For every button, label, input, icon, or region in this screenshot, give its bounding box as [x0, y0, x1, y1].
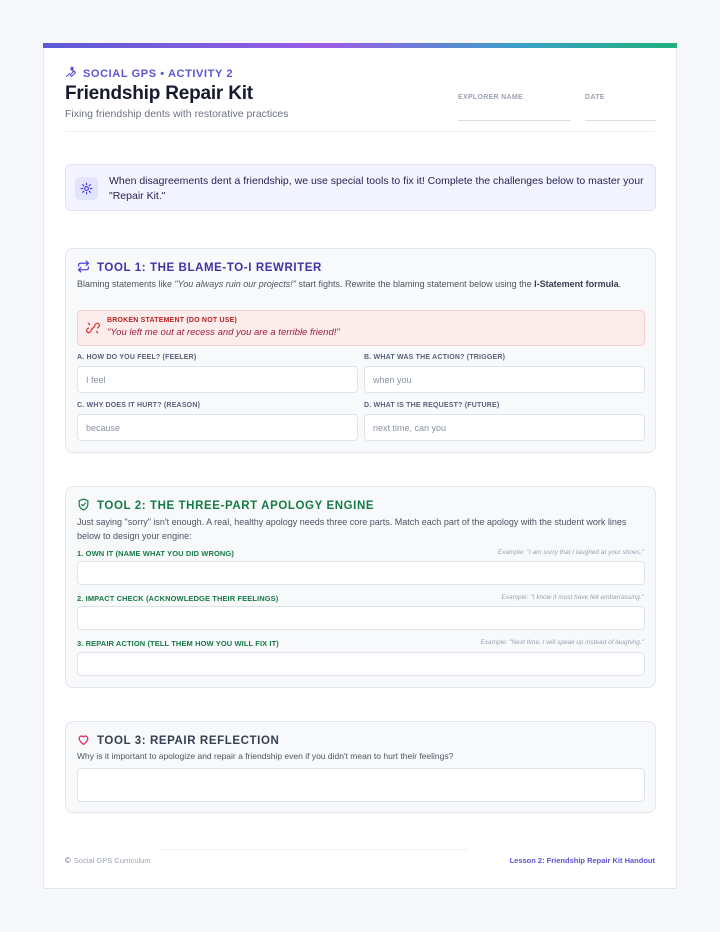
tool2-card — [65, 486, 656, 688]
shield-check-icon — [77, 498, 90, 514]
reflection-input[interactable] — [77, 768, 645, 802]
impact-check-input[interactable] — [77, 606, 645, 630]
tool2-description: Just saying "sorry" isn't enough. A real, healthy apology needs three core parts. Match each part of the apology with the student work lines below to design your engine: — [77, 517, 627, 541]
footer-divider — [161, 849, 468, 850]
tool3-title: TOOL 3: REPAIR REFLECTION — [97, 735, 280, 747]
kicker-text: SOCIAL GPS • ACTIVITY 2 — [83, 67, 234, 80]
tool1-card — [65, 248, 656, 453]
broken-statement-quote: "You left me out at recess and you are a terrible friend!" — [107, 327, 340, 338]
reason-input[interactable] — [77, 414, 358, 441]
intro-callout — [65, 164, 656, 211]
repair-action-example: Example: "Next time, I will speak up instead of laughing." — [480, 639, 644, 646]
intro-text: When disagreements dent a friendship, we use special tools to fix it! Complete the challenges below to master your "Repair Kit." — [109, 175, 644, 202]
footer-credit-text: Social GPS Curriculum — [73, 856, 151, 865]
repair-action-input[interactable] — [77, 652, 645, 676]
repair-action-label: 3. REPAIR ACTION (TELL THEM HOW YOU WILL FIX IT) — [77, 639, 279, 648]
explorer-name-field[interactable] — [458, 120, 571, 121]
explorer-name-label: EXPLORER NAME — [458, 94, 523, 101]
date-field[interactable] — [585, 120, 656, 121]
page-title: Friendship Repair Kit — [65, 83, 253, 104]
impact-check-label: 2. IMPACT CHECK (ACKNOWLEDGE THEIR FEELINGS) — [77, 594, 279, 603]
worksheet-page — [43, 43, 677, 889]
tool3-question: Why is it important to apologize and repair a friendship even if you didn't mean to hurt their feelings? — [77, 751, 454, 761]
footer-credit — [65, 856, 151, 865]
footer-lesson: Lesson 2: Friendship Repair Kit Handout — [509, 856, 655, 865]
own-it-input[interactable] — [77, 561, 645, 585]
reason-label: C. WHY DOES IT HURT? (REASON) — [77, 402, 201, 409]
wrench-icon — [65, 66, 77, 81]
own-it-label: 1. OWN IT (NAME WHAT YOU DID WRONG) — [77, 549, 234, 558]
tool2-title: TOOL 2: THE THREE-PART APOLOGY ENGINE — [97, 500, 375, 512]
impact-check-example: Example: "I know it must have felt embarrassing." — [501, 594, 644, 601]
swap-arrows-icon — [77, 260, 90, 276]
page-subtitle: Fixing friendship dents with restorative practices — [65, 108, 289, 120]
trigger-label: B. WHAT WAS THE ACTION? (TRIGGER) — [364, 354, 506, 361]
feeler-input[interactable] — [77, 366, 358, 393]
tool3-heading — [77, 733, 279, 749]
copyright-icon: © — [65, 856, 71, 865]
broken-statement-label: BROKEN STATEMENT (DO NOT USE) — [107, 317, 237, 324]
broken-statement-box — [77, 310, 645, 346]
request-input[interactable] — [364, 414, 645, 441]
accent-bar — [43, 43, 677, 48]
activity-kicker — [65, 66, 233, 81]
tool1-heading — [77, 260, 322, 276]
tool1-description: Blaming statements like "You always ruin our projects!" start fights. Rewrite the blaming statement below using the I-Statement formula. — [77, 279, 622, 289]
heart-icon — [77, 733, 90, 749]
request-label: D. WHAT IS THE REQUEST? (FUTURE) — [364, 402, 500, 409]
trigger-input[interactable] — [364, 366, 645, 393]
own-it-example: Example: "I am sorry that I laughed at your shoes." — [497, 549, 644, 556]
header-divider — [65, 131, 655, 132]
gear-icon — [75, 177, 98, 200]
date-label: DATE — [585, 94, 605, 101]
tool1-title: TOOL 1: THE BLAME-TO-I REWRITER — [97, 262, 322, 274]
tool2-heading — [77, 498, 374, 514]
feeler-label: A. HOW DO YOU FEEL? (FEELER) — [77, 354, 197, 361]
tool3-card — [65, 721, 656, 813]
